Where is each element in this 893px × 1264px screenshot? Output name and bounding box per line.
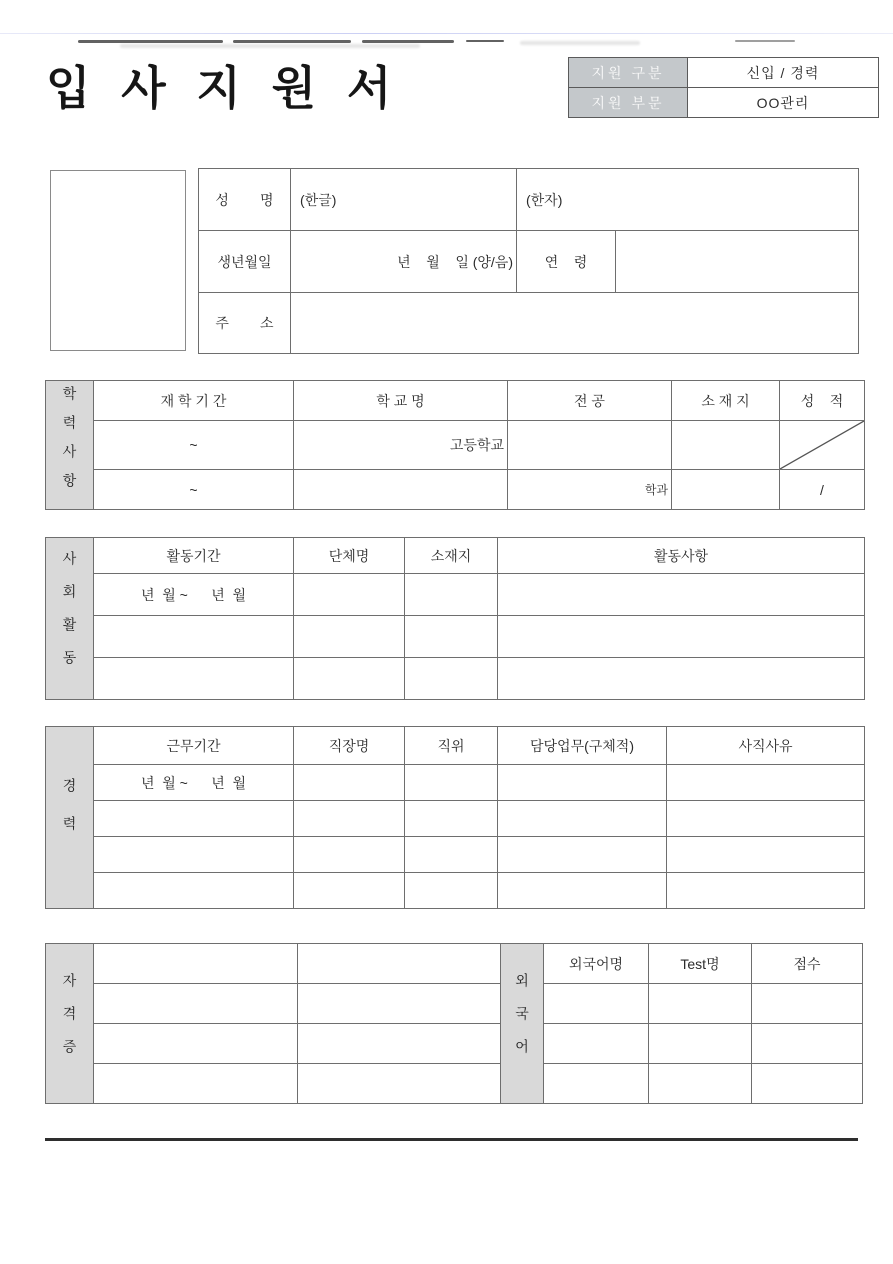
personal-info-table bbox=[198, 168, 859, 354]
social-header-organization: 단체명 bbox=[294, 538, 405, 574]
career-position-cell bbox=[405, 765, 498, 801]
name-hangul-cell: (한글) bbox=[291, 169, 517, 231]
career-header-period: 근무기간 bbox=[94, 727, 294, 765]
education-header-period: 재 학 기 간 bbox=[94, 381, 294, 421]
education-grade-cell: / bbox=[780, 470, 865, 510]
career-duty-cell bbox=[498, 873, 667, 909]
scan-artifact bbox=[120, 44, 420, 48]
photo-box bbox=[50, 170, 186, 351]
education-school-cell: 고등학교 bbox=[294, 421, 508, 470]
application-info-table bbox=[568, 57, 879, 118]
career-reason-cell bbox=[667, 801, 865, 837]
education-location-cell bbox=[672, 470, 780, 510]
career-reason-cell bbox=[667, 837, 865, 873]
address-cell bbox=[291, 293, 859, 354]
social-organization-cell bbox=[294, 658, 405, 700]
education-period-cell: ~ bbox=[94, 470, 294, 510]
language-section-label: 외국어 bbox=[501, 944, 544, 1104]
certificate-table bbox=[45, 943, 501, 1104]
social-period-cell: 년 월 ~ 년 월 bbox=[94, 574, 294, 616]
diagonal-line bbox=[780, 421, 864, 469]
career-section-label: 경력 bbox=[46, 727, 94, 909]
social-section-label: 사회활동 bbox=[46, 538, 94, 700]
application-type-value: 신입 / 경력 bbox=[688, 58, 879, 88]
language-header-name: 외국어명 bbox=[544, 944, 649, 984]
birthdate-cell: 년 월 일 (양/음) bbox=[291, 231, 517, 293]
education-major-cell bbox=[508, 421, 672, 470]
scan-artifact-line bbox=[0, 33, 893, 34]
language-score-cell bbox=[752, 984, 863, 1024]
certificate-name-cell bbox=[94, 1024, 298, 1064]
social-organization-cell bbox=[294, 574, 405, 616]
certificate-section-label: 자격증 bbox=[46, 944, 94, 1104]
career-header-company: 직장명 bbox=[294, 727, 405, 765]
bottom-rule bbox=[45, 1138, 858, 1141]
education-school-cell bbox=[294, 470, 508, 510]
language-test-cell bbox=[649, 1064, 752, 1104]
social-location-cell bbox=[405, 616, 498, 658]
address-label: 주 소 bbox=[199, 293, 291, 354]
language-test-cell bbox=[649, 984, 752, 1024]
social-header-period: 활동기간 bbox=[94, 538, 294, 574]
career-header-reason: 사직사유 bbox=[667, 727, 865, 765]
name-label: 성 명 bbox=[199, 169, 291, 231]
career-company-cell bbox=[294, 873, 405, 909]
career-table bbox=[45, 726, 865, 909]
career-period-cell bbox=[94, 837, 294, 873]
language-name-cell bbox=[544, 984, 649, 1024]
education-period-cell: ~ bbox=[94, 421, 294, 470]
application-field-value: OO관리 bbox=[688, 88, 879, 118]
social-location-cell bbox=[405, 658, 498, 700]
social-activity-table bbox=[45, 537, 865, 700]
language-table bbox=[500, 943, 863, 1104]
social-details-cell bbox=[498, 658, 865, 700]
certificate-name-cell bbox=[94, 944, 298, 984]
scan-artifact bbox=[466, 40, 504, 42]
education-grade-diagonal-cell bbox=[780, 421, 865, 470]
scan-artifact bbox=[362, 40, 454, 43]
education-header-school: 학 교 명 bbox=[294, 381, 508, 421]
education-major-cell: 학과 bbox=[508, 470, 672, 510]
application-field-label: 지원 부문 bbox=[569, 88, 688, 118]
career-company-cell bbox=[294, 801, 405, 837]
career-period-cell bbox=[94, 873, 294, 909]
certificate-name-cell bbox=[94, 1064, 298, 1104]
career-reason-cell bbox=[667, 873, 865, 909]
career-duty-cell bbox=[498, 801, 667, 837]
social-header-location: 소재지 bbox=[405, 538, 498, 574]
education-header-grade: 성 적 bbox=[780, 381, 865, 421]
career-position-cell bbox=[405, 801, 498, 837]
scan-artifact bbox=[735, 40, 795, 42]
birthdate-label: 생년월일 bbox=[199, 231, 291, 293]
social-details-cell bbox=[498, 574, 865, 616]
social-details-cell bbox=[498, 616, 865, 658]
career-header-duty: 담당업무(구체적) bbox=[498, 727, 667, 765]
certificate-detail-cell bbox=[298, 1064, 501, 1104]
age-cell bbox=[616, 231, 859, 293]
age-label: 연 령 bbox=[517, 231, 616, 293]
career-position-cell bbox=[405, 873, 498, 909]
scan-artifact bbox=[520, 41, 640, 45]
career-period-cell bbox=[94, 801, 294, 837]
social-location-cell bbox=[405, 574, 498, 616]
page-title: 입 사 지 원 서 bbox=[46, 62, 401, 114]
career-company-cell bbox=[294, 765, 405, 801]
certificate-detail-cell bbox=[298, 944, 501, 984]
language-score-cell bbox=[752, 1064, 863, 1104]
career-position-cell bbox=[405, 837, 498, 873]
social-organization-cell bbox=[294, 616, 405, 658]
career-header-position: 직위 bbox=[405, 727, 498, 765]
social-period-cell bbox=[94, 658, 294, 700]
scan-artifact bbox=[78, 40, 223, 43]
language-name-cell bbox=[544, 1064, 649, 1104]
language-score-cell bbox=[752, 1024, 863, 1064]
career-reason-cell bbox=[667, 765, 865, 801]
career-period-cell: 년 월 ~ 년 월 bbox=[94, 765, 294, 801]
career-duty-cell bbox=[498, 837, 667, 873]
social-period-cell bbox=[94, 616, 294, 658]
application-type-label: 지원 구분 bbox=[569, 58, 688, 88]
education-location-cell bbox=[672, 421, 780, 470]
scan-artifact bbox=[233, 40, 351, 43]
social-header-details: 활동사항 bbox=[498, 538, 865, 574]
education-table bbox=[45, 380, 865, 510]
career-duty-cell bbox=[498, 765, 667, 801]
language-test-cell bbox=[649, 1024, 752, 1064]
education-section-label: 학력사항 bbox=[46, 381, 94, 510]
language-name-cell bbox=[544, 1024, 649, 1064]
certificate-name-cell bbox=[94, 984, 298, 1024]
certificate-detail-cell bbox=[298, 984, 501, 1024]
language-header-score: 점수 bbox=[752, 944, 863, 984]
career-company-cell bbox=[294, 837, 405, 873]
education-header-major: 전 공 bbox=[508, 381, 672, 421]
certificate-detail-cell bbox=[298, 1024, 501, 1064]
name-hanja-cell: (한자) bbox=[517, 169, 859, 231]
education-header-location: 소 재 지 bbox=[672, 381, 780, 421]
language-header-test: Test명 bbox=[649, 944, 752, 984]
